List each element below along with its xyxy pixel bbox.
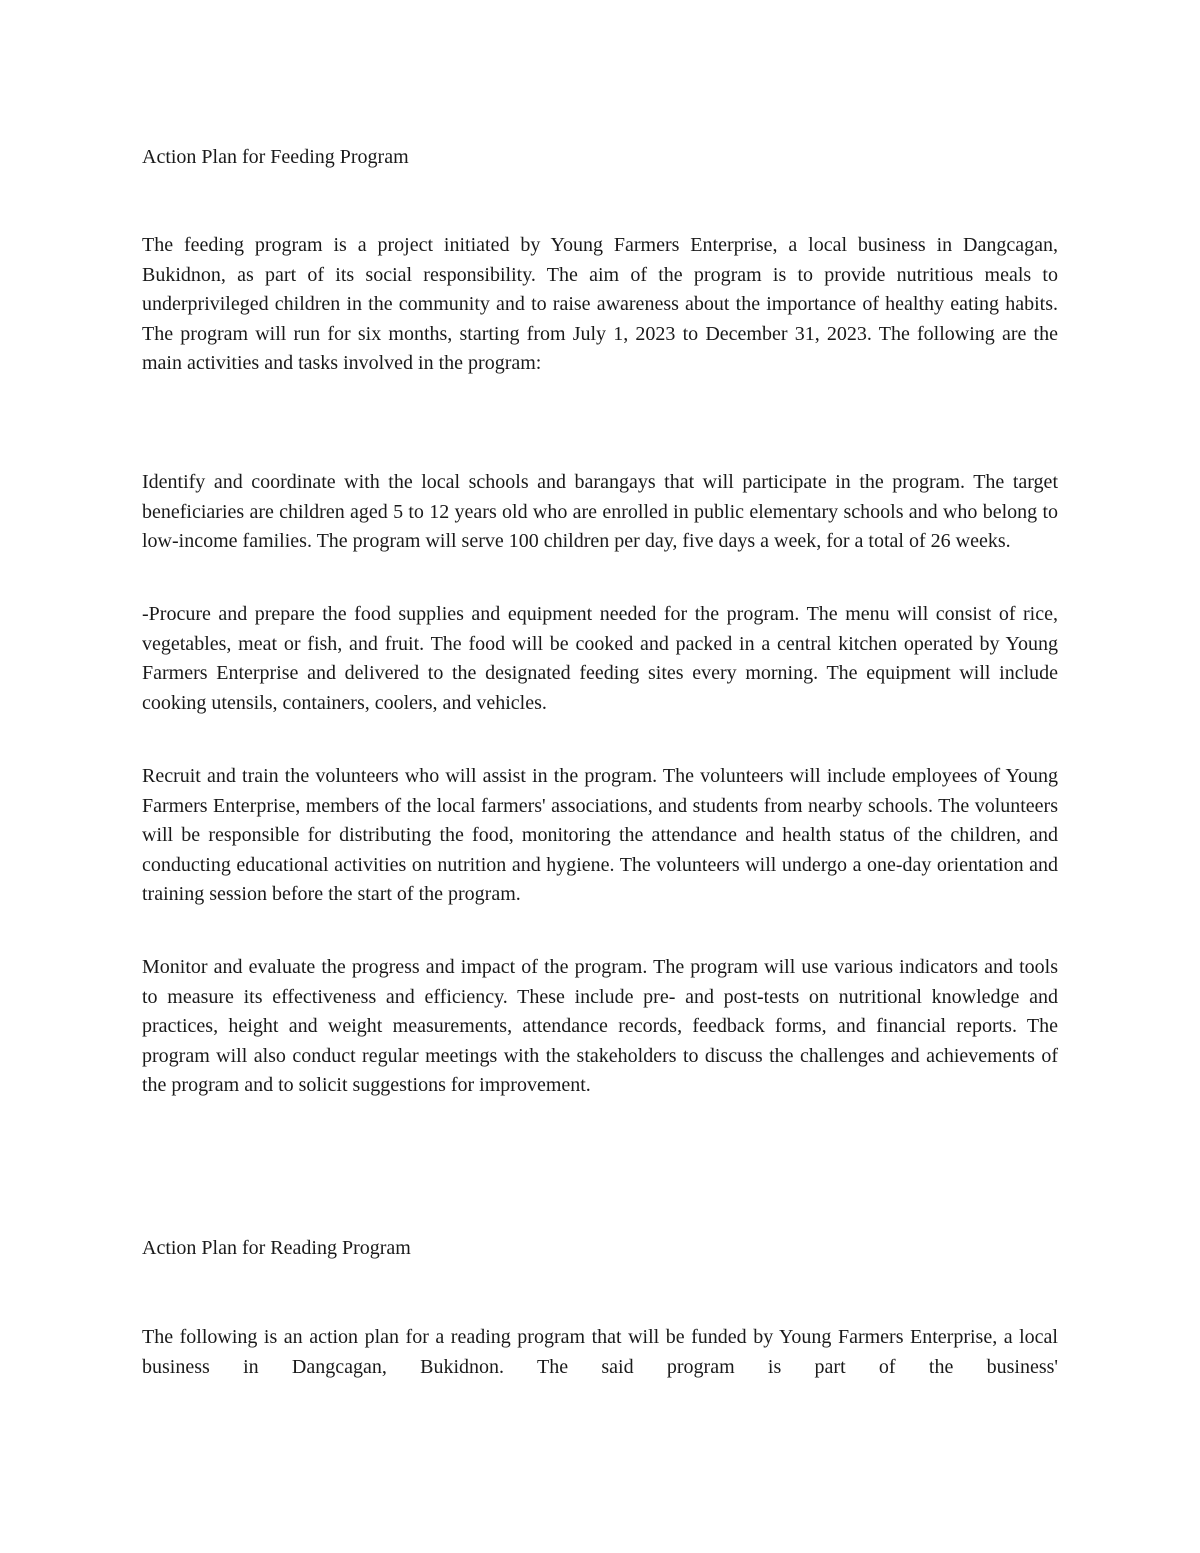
feeding-activity-recruit: Recruit and train the volunteers who will assist in the program. The volunteers will include employees of Young Farmers Enterprise, members of the local farmers' associations, and students from nearby schools. The volunteers will be responsible for distributing the food, monitoring the attendance and health status of the children, and conducting educational activities on nutrition and hygiene. The volunteers will undergo a one-day orientation and training session before the start of the program. xyxy=(142,765,1058,905)
feeding-activity-procure: -Procure and prepare the food supplies and equipment needed for the program. The menu will consist of rice, vegetables, meat or fish, and fruit. The food will be cooked and packed in a central kitchen operated by Young Farmers Enterprise and delivered to the designated feeding sites every morning. The equipment will include cooking utensils, containers, coolers, and vehicles. xyxy=(142,603,1058,714)
feeding-program-title: Action Plan for Feeding Program xyxy=(142,146,409,168)
feeding-program-intro: The feeding program is a project initiated by Young Farmers Enterprise, a local business in Dangcagan, Bukidnon, as part of its social responsibility. The aim of the program is to provide nutritious meals to underprivileged children in the community and to raise awareness about the importance of healthy eating habits. The program will run for six months, starting from July 1, 2023 to December 31, 2023. The following are the main activities and tasks involved in the program: xyxy=(142,234,1058,374)
feeding-activity-monitor: Monitor and evaluate the progress and impact of the program. The program will use various indicators and tools to measure its effectiveness and efficiency. These include pre- and post-tests on nutritional knowledge and practices, height and weight measurements, attendance records, feedback forms, and financial reports. The program will also conduct regular meetings with the stakeholders to discuss the challenges and achievements of the program and to solicit suggestions for improvement. xyxy=(142,956,1058,1096)
feeding-activity-identify: Identify and coordinate with the local schools and barangays that will participate in the program. The target beneficiaries are children aged 5 to 12 years old who are enrolled in public elementary schools and who belong to low-income families. The program will serve 100 children per day, five days a week, for a total of 26 weeks. xyxy=(142,471,1058,552)
reading-program-intro: The following is an action plan for a reading program that will be funded by Young Farmers Enterprise, a local business in Dangcagan, Bukidnon. The said program is part of the business' xyxy=(142,1326,1058,1378)
reading-program-title: Action Plan for Reading Program xyxy=(142,1237,411,1259)
